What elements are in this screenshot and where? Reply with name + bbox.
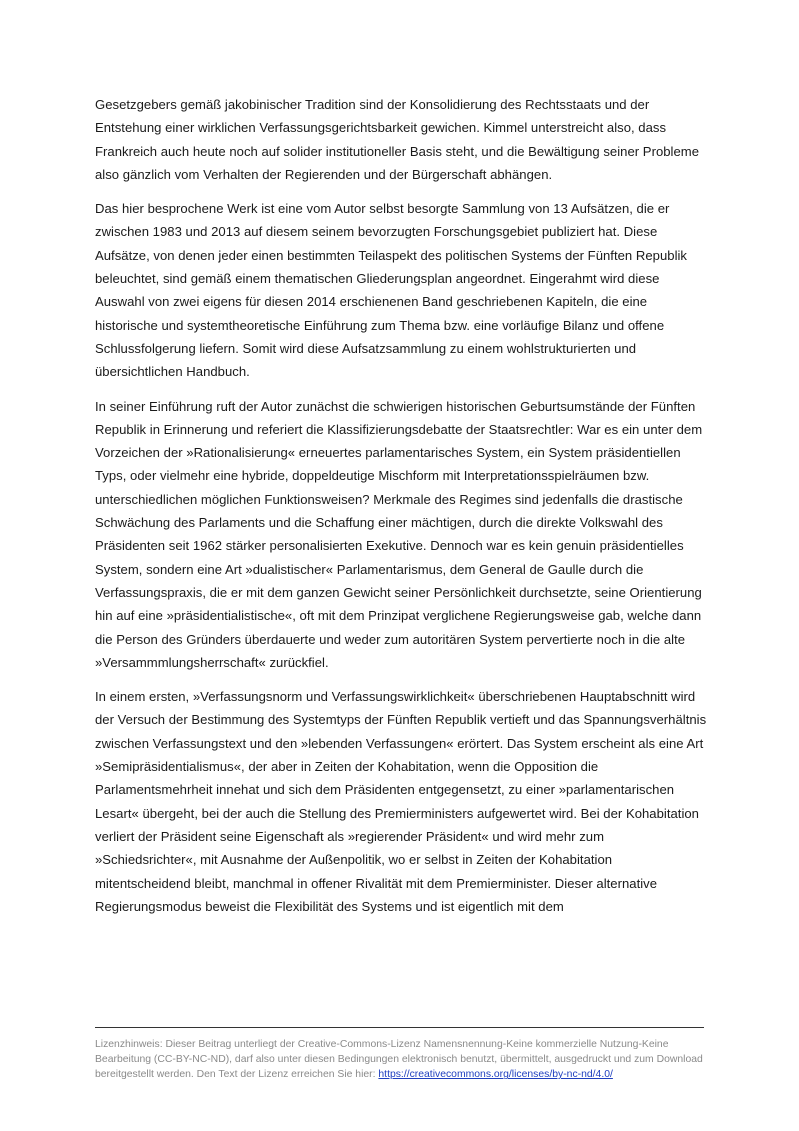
license-link[interactable]: https://creativecommons.org/licenses/by-nc-nd/4.0/ [378,1069,613,1081]
license-notice: Lizenzhinweis: Dieser Beitrag unterliegt der Creative-Commons-Lizenz Namensnennung-Keine kommerzielle Nutzung-Keine Bearbeitung (CC-BY-NC-ND), darf also unter diesen Bedingungen elektronisch benutzt, übermittelt, ausgedruckt und zum Download bereitgestellt werden. Den Text der Lizenz erreichen Sie hier: [95,1039,703,1081]
paragraph-3: In seiner Einführung ruft der Autor zunächst die schwierigen historischen Geburtsumstände der Fünften Republik in Erinnerung und referiert die Klassifizierungsdebatte der Staatsrechtler: War es ein unter dem Vorzeichen der »Rationalisierung« erneuertes parlamentarisches System, ein System präsidentiellen Typs, oder vielmehr eine hybride, doppeldeutige Mischform mit Interpretationsspielräumen bzw. unterschiedlichen möglichen Funktionsweisen? Merkmale des Regimes sind jedenfalls die drastische Schwächung des Parlaments und die Schaffung einer mächtigen, durch die direkte Volkswahl des Präsidenten seit 1962 stärker personalisierten Exekutive. Dennoch war es kein genuin präsidentielles System, sondern eine Art »dualistischer« Parlamentarismus, dem General de Gaulle durch die Verfassungspraxis, die er mit dem ganzen Gewicht seiner Persönlichkeit durchsetzte, seine Orientierung hin auf eine »präsidentialistische«, oft mit dem Prinzipat verglichene Regierungsweise gab, welche dann die Person des Gründers überdauerte und weder zum autoritären System pervertierte noch in die alte »Versammmlungsherrschaft« zurückfiel. [95,398,703,670]
body-text [95,93,707,929]
license-footer [95,1037,707,1083]
paragraph-1: Gesetzgebers gemäß jakobinischer Tradition sind der Konsolidierung des Rechtsstaats und der Entstehung einer wirklichen Verfassungsgerichtsbarkeit gewichen. Kimmel unterstreicht also, dass Frankreich auch heute noch auf solider institutioneller Basis steht, und die Bewältigung seiner Probleme also gänzlich vom Verhalten der Regierenden und der Bürgerschaft abhängen. [95,97,700,182]
footer-divider [95,1027,704,1028]
paragraph-4: In einem ersten, »Verfassungsnorm und Verfassungswirklichkeit« überschriebenen Hauptabschnitt wird der Versuch der Bestimmung des Systemtyps der Fünften Republik vertieft und das Spannungsverhältnis zwischen Verfassungstext und den »lebenden Verfassungen« erörtert. Das System erscheint als eine Art »Semipräsidentialismus«, der aber in Zeiten der Kohabitation, wenn die Opposition die Parlamentsmehrheit innehat und sich dem Präsidenten entgegensetzt, zu einer »parlamentarischen Lesart« übergeht, bei der auch die Stellung des Premierministers aufgewertet wird. Bei der Kohabitation verliert der Präsident seine Eigenschaft als »regierender Präsident« und wird mehr zum »Schiedsrichter«, mit Ausnahme der Außenpolitik, wo er selbst in Zeiten der Kohabitation mitentscheidend bleibt, manchmal in offener Rivalität mit dem Premierminister. Dieser alternative Regierungsmodus beweist die Flexibilität des Systems und ist eigentlich mit dem [95,689,707,914]
paragraph-2: Das hier besprochene Werk ist eine vom Autor selbst besorgte Sammlung von 13 Aufsätzen, die er zwischen 1983 und 2013 auf diesem seinem bevorzugten Forschungsgebiet publiziert hat. Diese Aufsätze, von denen jeder einen bestimmten Teilaspekt des politischen Systems der Fünften Republik beleuchtet, sind gemäß einem thematischen Gliederungsplan angeordnet. Eingerahmt wird diese Auswahl von zwei eigens für diesen 2014 erschienenen Band geschriebenen Kapiteln, die eine historische und systemtheoretische Einführung zum Thema bzw. eine vorläufige Bilanz und offene Schlussfolgerung liefern. Somit wird diese Aufsatzsammlung zu einem wohlstrukturierten und übersichtlichen Handbuch. [95,201,687,380]
